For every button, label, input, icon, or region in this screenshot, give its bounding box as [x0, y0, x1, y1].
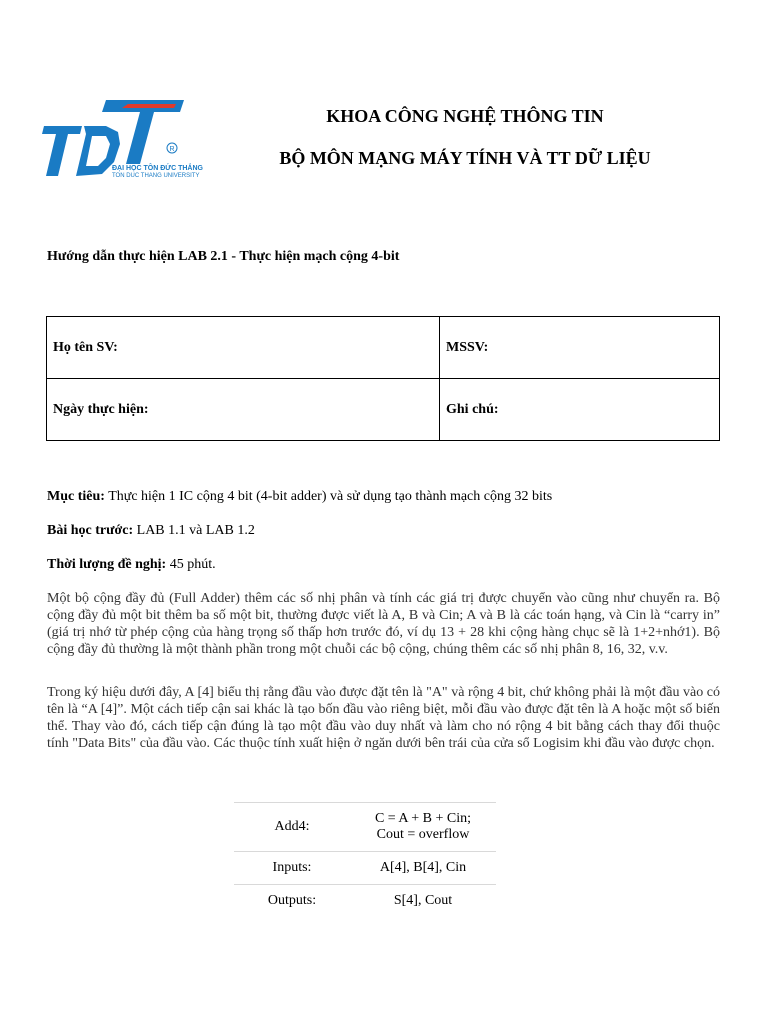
student-name-label: Họ tên SV:	[53, 339, 118, 355]
spec-key: Add4:	[274, 819, 310, 834]
student-info-table	[46, 316, 720, 441]
logo-text-vn: ĐẠI HỌC TÔN ĐỨC THẮNG	[112, 165, 203, 172]
student-name-cell[interactable]	[47, 317, 440, 379]
spec-row	[234, 885, 496, 918]
student-id-label: MSSV:	[446, 339, 489, 355]
spec-value-line: Cout = overflow	[376, 827, 470, 842]
adder-spec-table	[234, 802, 496, 917]
duration-label: Thời lượng đề nghị:	[47, 557, 167, 572]
duration-line	[47, 557, 216, 573]
student-id-cell[interactable]	[440, 317, 720, 379]
duration-text: 45 phút.	[169, 557, 216, 572]
tdt-logo	[36, 98, 203, 180]
objective-label: Mục tiêu:	[47, 489, 105, 504]
spec-value-line: C = A + B + Cin;	[374, 811, 472, 826]
note-label: Ghi chú:	[446, 401, 499, 417]
tdt-logo-icon	[36, 98, 203, 180]
objective-line	[47, 489, 552, 505]
note-cell[interactable]	[440, 379, 720, 441]
prerequisite-text: LAB 1.1 và LAB 1.2	[136, 523, 255, 538]
spec-value: S[4], Cout	[393, 893, 453, 908]
department-title: BỘ MÔN MẠNG MÁY TÍNH VÀ TT DỮ LIỆU	[279, 148, 651, 168]
guide-title: Hướng dẫn thực hiện LAB 2.1 - Thực hiện mạch cộng 4-bit	[47, 249, 400, 264]
paragraph-notation: Trong ký hiệu dưới đây, A [4] biểu thị rằng đầu vào được đặt tên là "A" và rộng 4 bit, chứ không phải là một đầu vào có tên là “A [4]”. Một cách tiếp cận sai khác là tạo bốn đầu vào riêng biệt, mỗi đầu vào được đặt tên là A hoặc một số biến thể. Thay vào đó, cách tiếp cận đúng là tạo một đầu vào duy nhất và làm cho nó rộng 4 bit bằng cách thay đổi thuộc tính "Data Bits" của đầu vào. Các thuộc tính xuất hiện ở ngăn dưới bên trái của cửa sổ Logisim khi đầu vào được chọn.	[47, 685, 720, 751]
date-cell[interactable]	[47, 379, 440, 441]
prerequisite-label: Bài học trước:	[47, 523, 134, 538]
logo-text-en: TON DUC THANG UNIVERSITY	[112, 173, 200, 179]
spec-key: Inputs:	[272, 860, 312, 875]
svg-text:R: R	[169, 146, 175, 153]
spec-value: A[4], B[4], Cin	[379, 860, 467, 875]
faculty-title: KHOA CÔNG NGHỆ THÔNG TIN	[326, 106, 604, 126]
spec-row	[234, 852, 496, 885]
spec-row	[234, 803, 496, 852]
spec-key: Outputs:	[267, 893, 317, 908]
paragraph-full-adder: Một bộ cộng đầy đủ (Full Adder) thêm các số nhị phân và tính các giá trị được chuyển vào cũng như chuyển ra. Bộ cộng đầy đủ một bit thêm ba số một bit, thường được viết là A, B và Cin; A và B là các toán hạng, và Cin là “carry in” (giá trị nhớ từ phép cộng của hàng trọng số thấp hơn trước đó, ví dụ 13 + 28 khi cộng hàng chục sẽ là 1+2+nhớ1). Bộ cộng đầy đủ thường là một thành phần trong một chuỗi các bộ cộng, chúng thêm các số nhị phân 8, 16, 32, v.v.	[47, 591, 720, 657]
prerequisite-line	[47, 523, 255, 539]
objective-text: Thực hiện 1 IC cộng 4 bit (4-bit adder) và sử dụng tạo thành mạch cộng 32 bits	[108, 489, 553, 504]
spec-value	[350, 803, 496, 852]
date-label: Ngày thực hiện:	[53, 401, 149, 417]
